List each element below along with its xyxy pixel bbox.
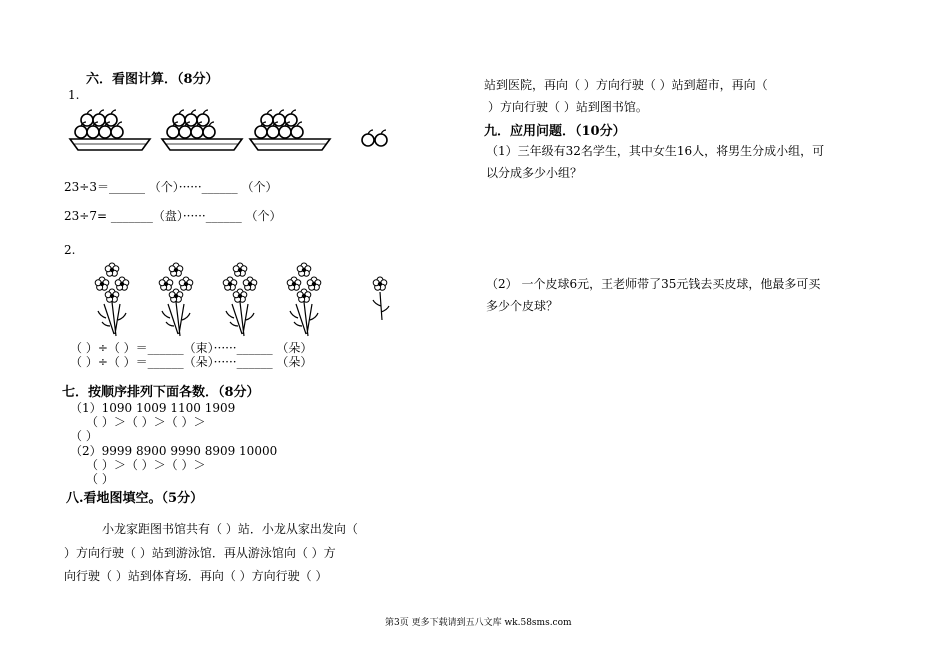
flower-bouquets-illustration [90, 262, 400, 340]
word-problem-2-line-2: 多少个皮球？ [486, 299, 559, 313]
page-footer: 第3页 更多下载请到五八文库 wk.58sms.com [385, 618, 572, 628]
map-text-line-1: 小龙家距图书馆共有（ ）站．小龙从家出发向（ [102, 522, 358, 536]
order-problem-2-last-blank: （ ） [86, 472, 114, 486]
order-problem-2-blanks: （ ）＞（ ）＞（ ）＞ [86, 458, 206, 472]
word-problem-1-line-2: 以分成多少小组？ [486, 166, 583, 180]
order-problem-1-numbers: （1）1090 1009 1100 1909 [70, 401, 236, 415]
map-text-line-4: 站到医院，再向（ ）方向行驶（ ）站到超市，再向（ [484, 78, 768, 92]
question-1-number: 1. [68, 88, 80, 102]
question-1-line-1: 23÷3＝______ （个）······______ （个） [64, 180, 278, 194]
order-problem-1-blanks: （ ）＞（ ）＞（ ）＞ [86, 415, 206, 429]
flower-bouquet-3 [223, 263, 257, 336]
map-text-line-3: 向行驶（ ）站到体育场．再向（ ）方向行驶（ ） [64, 569, 328, 583]
word-problem-1-line-1: （1）三年级有32名学生，其中女生16人，将男生分成小组，可 [486, 144, 825, 158]
extra-apples [362, 130, 387, 146]
apple-plate-3 [250, 110, 330, 150]
map-text-line-2: ）方向行驶（ ）站到游泳馆．再从游泳馆向（ ）方 [64, 546, 336, 560]
flower-bouquet-1 [95, 263, 129, 336]
section-9-title: 九．应用问题．（10分） [484, 124, 626, 139]
map-text-line-5: ）方向行驶（ ）站到图书馆。 [488, 100, 648, 114]
order-problem-1-last-blank: （ ） [70, 429, 98, 443]
section-7-title: 七．按顺序排列下面各数．（8分） [62, 385, 260, 400]
section-8-title: 八.看地图填空。（5分） [66, 491, 204, 506]
apple-plate-1 [70, 110, 150, 150]
question-2-line-1: （ ）÷（ ）＝______（束）······______ （朵） [70, 341, 313, 355]
single-flower [373, 277, 389, 320]
section-6-title: 六．看图计算．（8分） [86, 72, 219, 87]
flower-bouquet-4 [287, 263, 321, 336]
question-2-line-2: （ ）÷（ ）＝______（朵）······______ （朵） [70, 355, 313, 369]
flower-bouquet-2 [159, 263, 193, 336]
word-problem-2-line-1: （2） 一个皮球6元，王老师带了35元钱去买皮球，他最多可买 [486, 277, 821, 291]
order-problem-2-numbers: （2）9999 8900 9990 8909 10000 [70, 444, 278, 458]
apple-plates-illustration [70, 106, 370, 158]
apple-plate-2 [162, 110, 242, 150]
question-1-line-2: 23÷7= _______（盘）······______ （个） [64, 209, 282, 223]
question-2-number: 2. [64, 243, 76, 257]
